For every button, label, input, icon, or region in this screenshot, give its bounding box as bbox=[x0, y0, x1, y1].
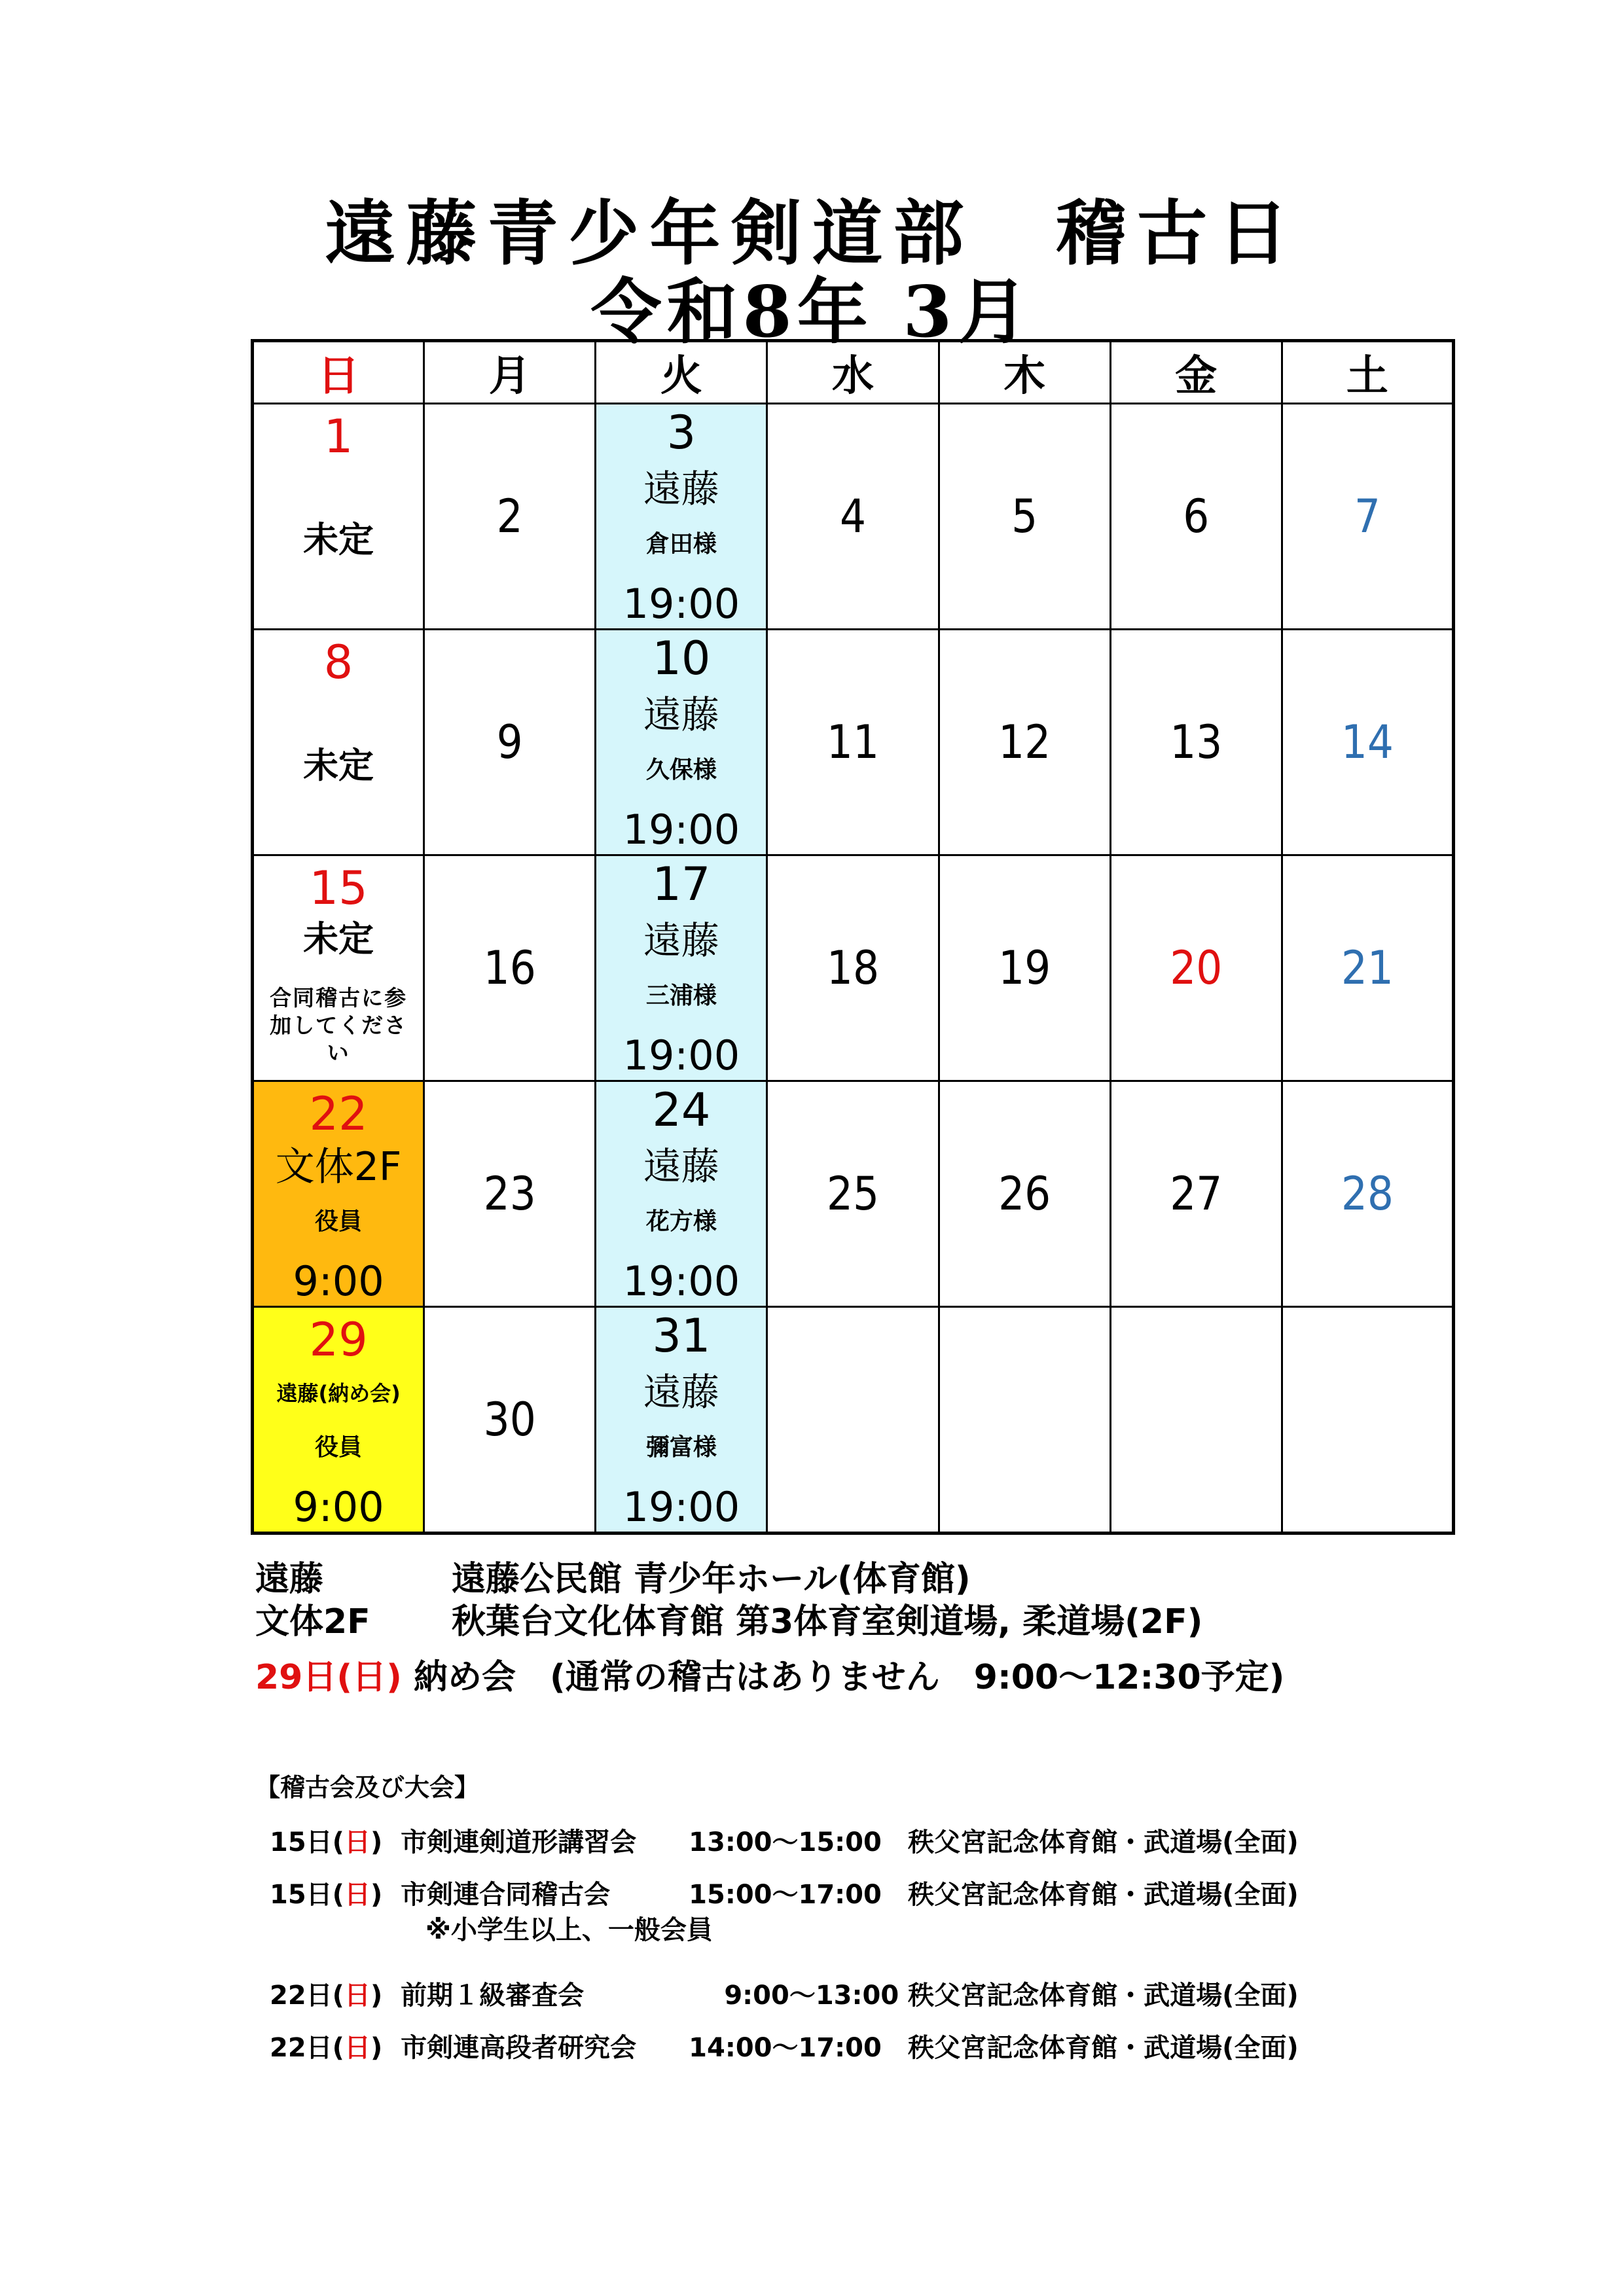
practice-host: 三浦様 bbox=[645, 982, 717, 1009]
event-place: 秩父宮記念体育館・武道場(全面) bbox=[908, 2033, 1299, 2063]
day-number: 22 bbox=[309, 1087, 368, 1141]
event-place: 秩父宮記念体育館・武道場(全面) bbox=[908, 1880, 1299, 1910]
event-item bbox=[270, 1874, 1299, 1911]
events-heading: 【稽古会及び大会】 bbox=[255, 1773, 480, 1802]
day-cell-sun bbox=[253, 855, 424, 1081]
day-cell-mon bbox=[424, 855, 596, 1081]
day-cell-thu bbox=[939, 404, 1110, 630]
day-number: 29 bbox=[309, 1313, 368, 1367]
day-number: 8 bbox=[323, 636, 353, 689]
event-time: 13:00～15:00 bbox=[689, 1827, 882, 1857]
practice-time: 19:00 bbox=[623, 1031, 740, 1079]
day-number: 12 bbox=[998, 715, 1051, 769]
page-title: 遠藤青少年剣道部 稽古日 bbox=[325, 192, 1299, 275]
event-item bbox=[270, 1821, 1299, 1859]
day-status: 未定 bbox=[303, 745, 374, 786]
event-date-close: ) bbox=[370, 1827, 383, 1857]
event-time: 9:00～13:00 bbox=[724, 1981, 899, 2011]
day-number: 20 bbox=[1170, 941, 1223, 995]
day-number: 9 bbox=[496, 715, 523, 769]
day-cell-mon bbox=[424, 1081, 596, 1307]
day-cell-empty bbox=[1110, 1307, 1282, 1534]
event-time: 14:00～17:00 bbox=[689, 2033, 882, 2063]
event-time: 9:00 bbox=[293, 1257, 384, 1305]
day-status: 未定 bbox=[303, 519, 374, 560]
day-cell-mon bbox=[424, 630, 596, 855]
practice-place: 遠藤 bbox=[643, 1144, 719, 1189]
practice-place: 遠藤 bbox=[643, 1370, 719, 1414]
day-cell-sat bbox=[1282, 630, 1453, 855]
day-cell-wed bbox=[767, 404, 939, 630]
legend-value: 秋葉台文化体育館 第3体育室剣道場, 柔道場(2F) bbox=[452, 1602, 1203, 1641]
day-number: 16 bbox=[483, 941, 536, 995]
weekday-fri: 金 bbox=[1110, 341, 1282, 404]
day-number: 11 bbox=[826, 715, 880, 769]
practice-time: 19:00 bbox=[623, 1483, 740, 1531]
day-number: 25 bbox=[826, 1167, 880, 1221]
practice-host: 彌富様 bbox=[645, 1434, 717, 1461]
day-cell-thu bbox=[939, 855, 1110, 1081]
page-subtitle-month: 令和8年 3月 bbox=[590, 271, 1034, 353]
day-number: 13 bbox=[1170, 715, 1223, 769]
event-date: 22日( bbox=[270, 2033, 344, 2063]
day-cell-sun bbox=[253, 630, 424, 855]
event-name: 市剣連高段者研究会 bbox=[401, 2033, 637, 2063]
day-cell-thu bbox=[939, 630, 1110, 855]
event-place: 秩父宮記念体育館・武道場(全面) bbox=[908, 1827, 1299, 1857]
event-time: 9:00 bbox=[293, 1483, 384, 1531]
day-cell-fri bbox=[1110, 404, 1282, 630]
day-cell-thu bbox=[939, 1081, 1110, 1307]
day-cell-empty bbox=[1282, 1307, 1453, 1534]
day-number: 15 bbox=[309, 861, 368, 915]
day-number: 30 bbox=[483, 1393, 536, 1446]
event-name: 市剣連剣道形講習会 bbox=[401, 1827, 637, 1857]
event-place: 遠藤(納め会) bbox=[276, 1381, 401, 1406]
day-note: 合同稽古に参加してください bbox=[270, 985, 408, 1066]
day-number: 18 bbox=[826, 941, 880, 995]
day-number: 26 bbox=[998, 1167, 1051, 1221]
week-row bbox=[253, 1307, 1454, 1534]
week-row bbox=[253, 630, 1454, 855]
day-cell-sun bbox=[253, 404, 424, 630]
notice-text: 納め会 (通常の稽古はありません 9:00～12:30予定) bbox=[401, 1658, 1285, 1697]
event-item bbox=[270, 1975, 1299, 2012]
day-cell-sun-event bbox=[253, 1081, 424, 1307]
day-number: 4 bbox=[839, 490, 867, 543]
weekday-thu: 木 bbox=[939, 341, 1110, 404]
practice-time: 19:00 bbox=[623, 580, 740, 628]
day-cell-wed bbox=[767, 855, 939, 1081]
event-weekday: 日 bbox=[344, 1981, 370, 2011]
day-number: 6 bbox=[1183, 490, 1210, 543]
day-number: 1 bbox=[323, 410, 353, 463]
day-cell-tue-practice bbox=[596, 404, 767, 630]
weekday-tue: 火 bbox=[596, 341, 767, 404]
weekday-sun: 日 bbox=[253, 341, 424, 404]
legend-row-bunta bbox=[255, 1594, 1202, 1643]
day-number: 21 bbox=[1341, 941, 1394, 995]
practice-host: 倉田様 bbox=[645, 531, 717, 558]
day-number: 28 bbox=[1341, 1167, 1394, 1221]
day-cell-sat bbox=[1282, 855, 1453, 1081]
practice-place: 遠藤 bbox=[643, 467, 719, 511]
event-date-close: ) bbox=[370, 1981, 383, 2011]
practice-time: 19:00 bbox=[623, 1257, 740, 1305]
day-cell-tue-practice bbox=[596, 855, 767, 1081]
event-place: 文体2F bbox=[275, 1144, 402, 1190]
event-weekday: 日 bbox=[344, 1827, 370, 1857]
day-cell-sat bbox=[1282, 1081, 1453, 1307]
weekday-header-row bbox=[253, 341, 1454, 404]
event-weekday: 日 bbox=[344, 1880, 370, 1910]
event-name: 市剣連合同稽古会 bbox=[401, 1880, 611, 1910]
event-date-close: ) bbox=[370, 2033, 383, 2063]
day-cell-sun-event bbox=[253, 1307, 424, 1534]
event-date: 22日( bbox=[270, 1981, 344, 2011]
day-cell-fri-holiday bbox=[1110, 855, 1282, 1081]
day-number: 17 bbox=[652, 857, 711, 911]
day-number: 24 bbox=[652, 1083, 711, 1137]
day-number: 3 bbox=[666, 406, 696, 459]
day-number: 5 bbox=[1011, 490, 1038, 543]
legend-row-endo bbox=[255, 1551, 971, 1600]
day-number: 10 bbox=[652, 632, 711, 685]
day-number: 31 bbox=[652, 1309, 711, 1363]
weekday-mon: 月 bbox=[424, 341, 596, 404]
legend-key: 遠藤 bbox=[255, 1560, 324, 1599]
event-date-close: ) bbox=[370, 1880, 383, 1910]
event-name: 前期１級審査会 bbox=[401, 1981, 585, 2011]
practice-place: 遠藤 bbox=[643, 692, 719, 737]
day-cell-mon bbox=[424, 404, 596, 630]
event-role: 役員 bbox=[315, 1434, 363, 1461]
day-cell-empty bbox=[767, 1307, 939, 1534]
event-place: 秩父宮記念体育館・武道場(全面) bbox=[908, 1981, 1299, 2011]
event-role: 役員 bbox=[315, 1208, 363, 1235]
day-cell-mon bbox=[424, 1307, 596, 1534]
day-cell-fri bbox=[1110, 1081, 1282, 1307]
day-number: 7 bbox=[1354, 490, 1380, 543]
legend-key: 文体2F bbox=[255, 1602, 370, 1641]
weekday-sat: 土 bbox=[1282, 341, 1453, 404]
day-cell-empty bbox=[939, 1307, 1110, 1534]
practice-time: 19:00 bbox=[623, 806, 740, 853]
day-number: 14 bbox=[1341, 715, 1394, 769]
event-date: 15日( bbox=[270, 1827, 344, 1857]
event-time: 15:00～17:00 bbox=[689, 1880, 882, 1910]
notice-line bbox=[255, 1649, 1284, 1698]
day-status: 未定 bbox=[303, 918, 374, 960]
practice-host: 久保様 bbox=[645, 757, 717, 783]
day-cell-tue-practice bbox=[596, 1307, 767, 1534]
day-cell-tue-practice bbox=[596, 1081, 767, 1307]
day-cell-wed bbox=[767, 1081, 939, 1307]
event-date: 15日( bbox=[270, 1880, 344, 1910]
week-row bbox=[253, 855, 1454, 1081]
legend-value: 遠藤公民館 青少年ホール(体育館) bbox=[452, 1560, 971, 1599]
day-cell-fri bbox=[1110, 630, 1282, 855]
practice-host: 花方様 bbox=[645, 1208, 717, 1235]
day-number: 23 bbox=[483, 1167, 536, 1221]
event-weekday: 日 bbox=[344, 2033, 370, 2063]
event-item-note: ※小学生以上、一般会員 bbox=[425, 1915, 713, 1945]
day-number: 27 bbox=[1170, 1167, 1223, 1221]
day-cell-wed bbox=[767, 630, 939, 855]
week-row bbox=[253, 1081, 1454, 1307]
day-number: 19 bbox=[998, 941, 1051, 995]
event-item bbox=[270, 2027, 1299, 2064]
notice-date: 29日(日) bbox=[255, 1658, 402, 1697]
weekday-wed: 水 bbox=[767, 341, 939, 404]
day-cell-sat bbox=[1282, 404, 1453, 630]
day-cell-tue-practice bbox=[596, 630, 767, 855]
week-row bbox=[253, 404, 1454, 630]
practice-place: 遠藤 bbox=[643, 918, 719, 963]
calendar-table bbox=[251, 339, 1455, 1535]
day-number: 2 bbox=[496, 490, 523, 543]
